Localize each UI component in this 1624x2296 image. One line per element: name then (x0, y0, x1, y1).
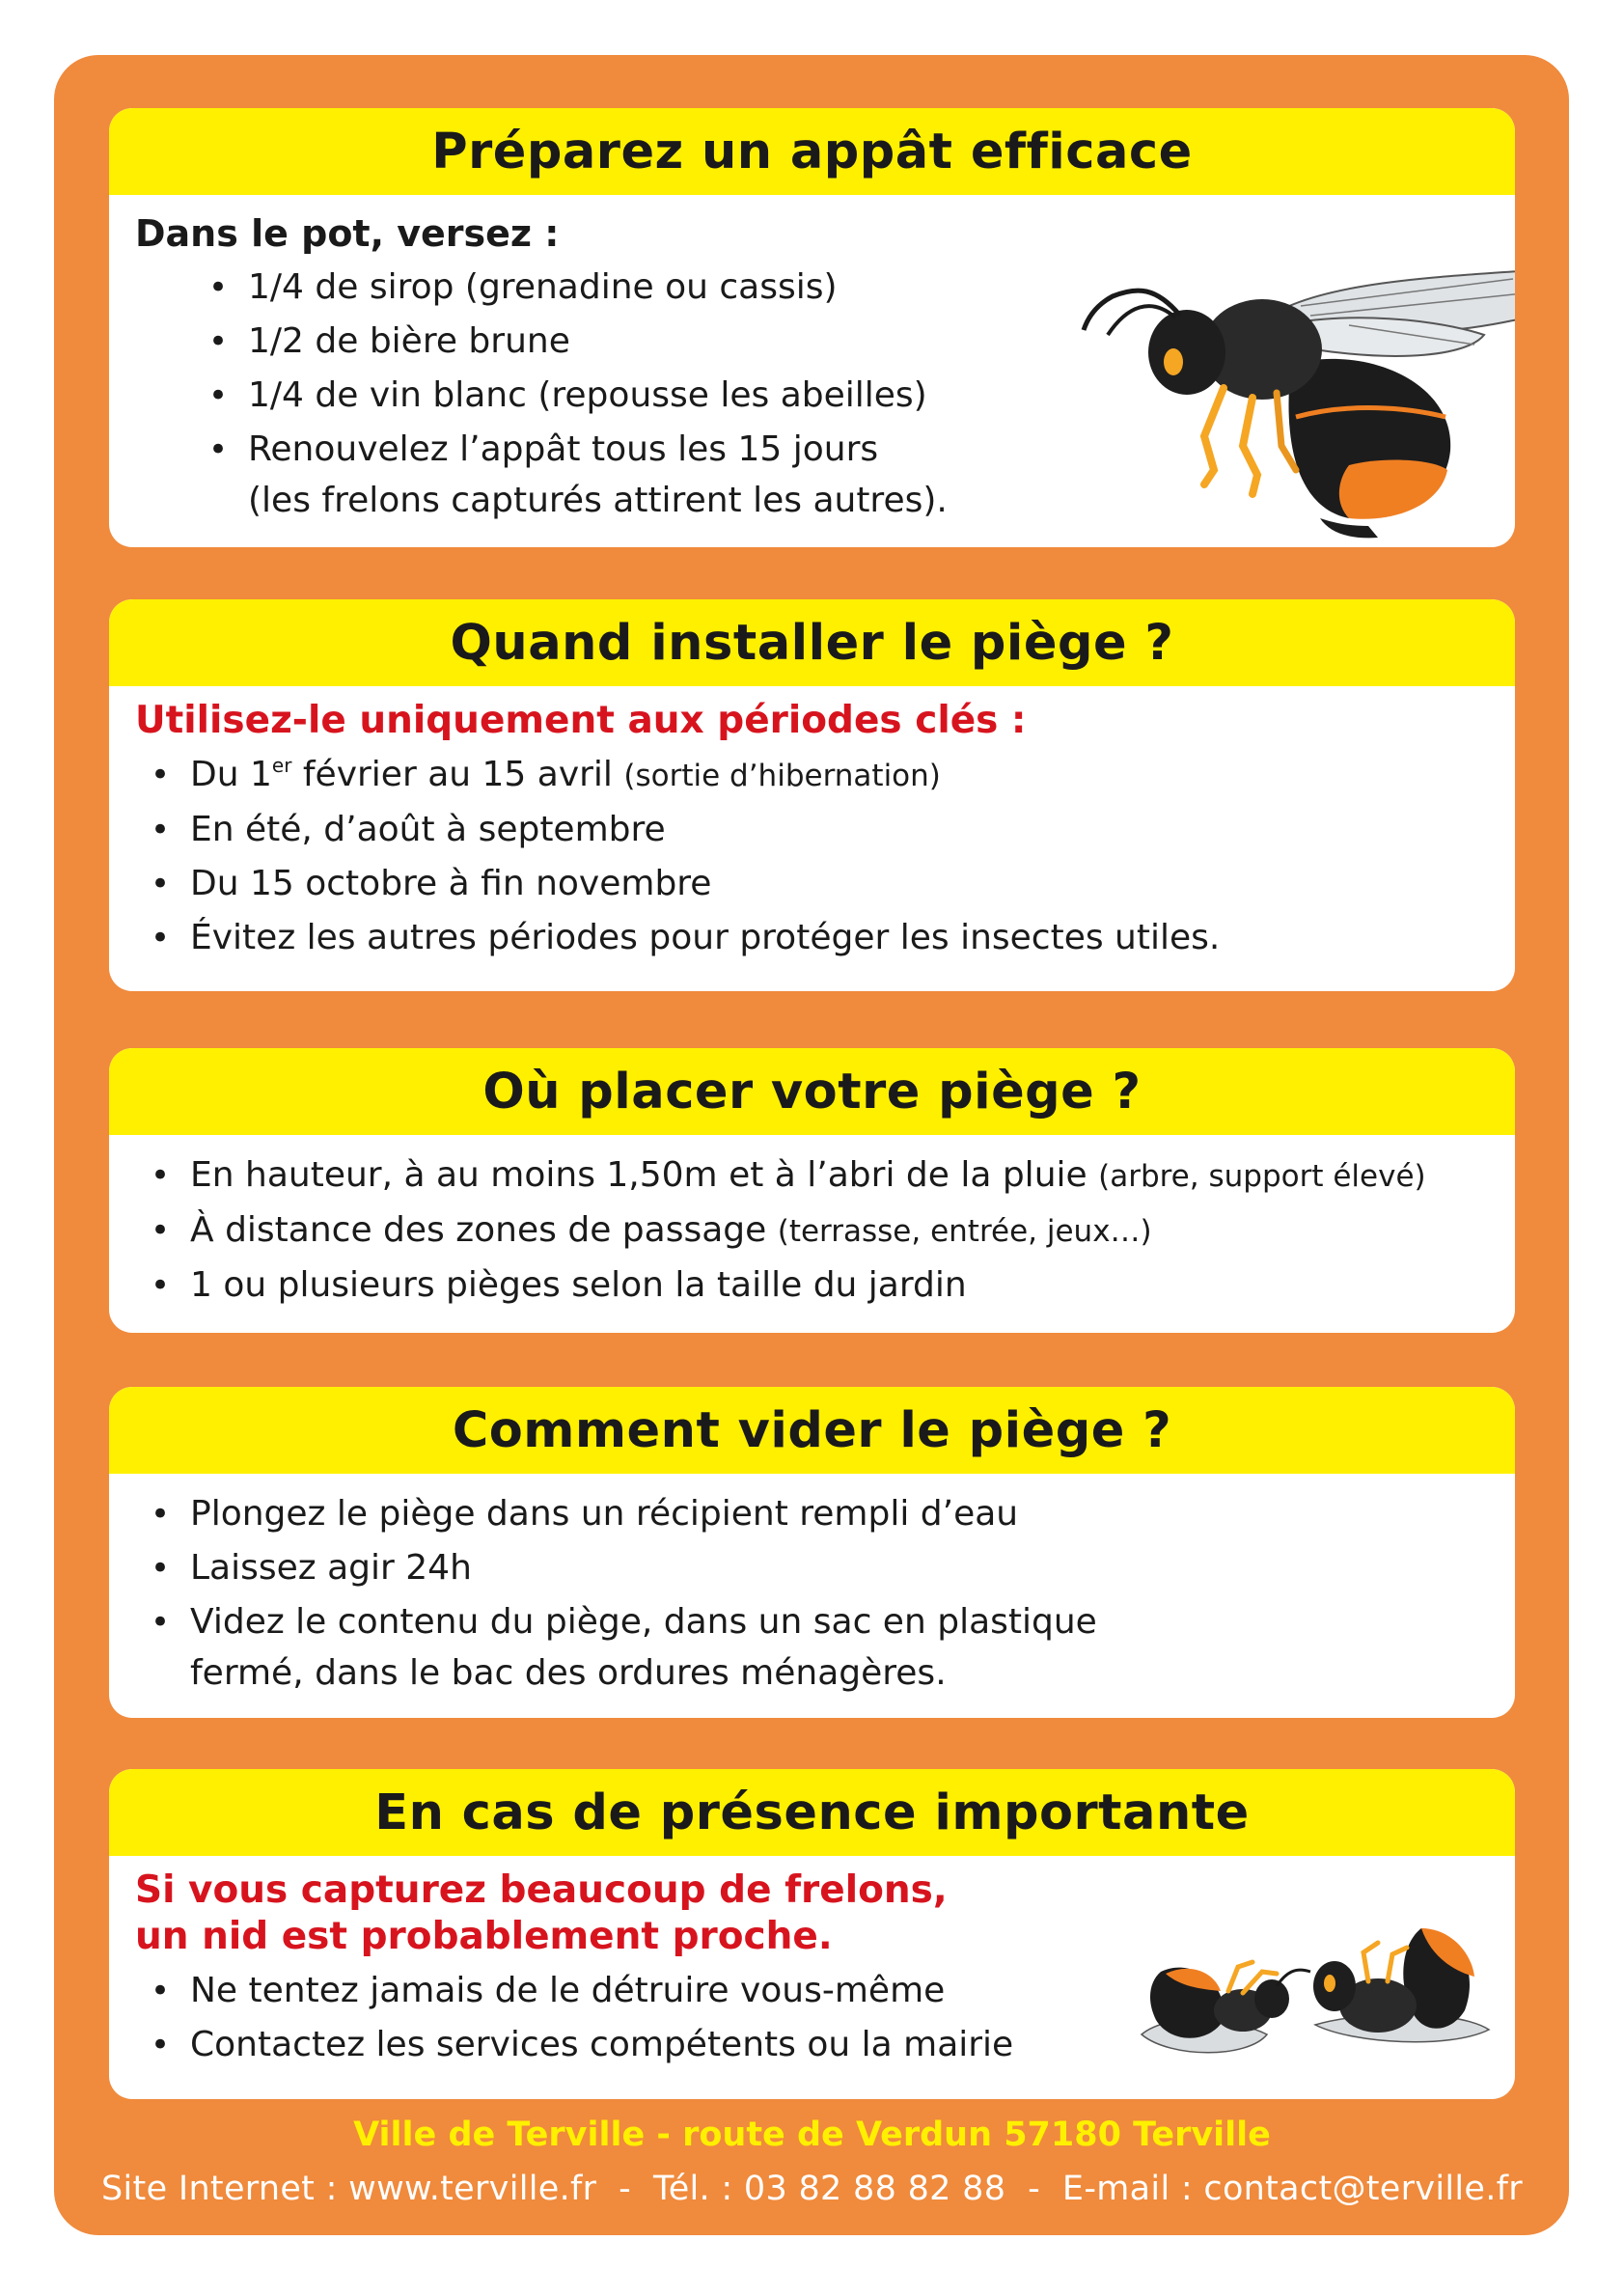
list-item: • 1 ou plusieurs pièges selon la taille du jardin (135, 1259, 1515, 1313)
list-item: • Plongez le piège dans un récipient rempli d’eau (135, 1487, 1515, 1541)
list-item: • Laissez agir 24h (135, 1541, 1515, 1595)
section-title: Préparez un appât efficace (109, 108, 1515, 195)
bait-section (109, 108, 1515, 547)
empty-section (109, 1387, 1515, 1718)
section-title: En cas de présence importante (109, 1769, 1515, 1856)
list-item: • 1/4 de vin blanc (repousse les abeilles) (193, 369, 1515, 423)
section-lead: Utilisez-le uniquement aux périodes clés : (135, 699, 1027, 742)
list-item: • Du 15 octobre à fin novembre (135, 857, 1515, 911)
list-item: • Évitez les autres périodes pour protéger les insectes utiles. (135, 911, 1515, 965)
list-item: • Renouvelez l’appât tous les 15 jours (193, 423, 1515, 477)
section-lead: Si vous capturez beaucoup de frelons, (135, 1868, 948, 1912)
list-item-continuation: fermé, dans le bac des ordures ménagères. (190, 1653, 947, 1693)
list-item: • Contactez les services compétents ou la mairie (135, 2018, 1515, 2072)
hornet-illustration (1060, 219, 1515, 547)
footer-address: Ville de Terville - route de Verdun 57180 Terville (353, 2116, 1271, 2154)
list-item: • Ne tentez jamais de le détruire vous-même (135, 1964, 1515, 2018)
when-section (109, 599, 1515, 991)
where-section (109, 1048, 1515, 1333)
section-lead: Dans le pot, versez : (135, 212, 560, 255)
list-item: • En été, d’août à septembre (135, 803, 1515, 857)
section-title: Où placer votre piège ? (109, 1048, 1515, 1135)
presence-section (109, 1769, 1515, 2099)
section-lead: un nid est probablement proche. (135, 1915, 833, 1958)
footer-contact: Site Internet : www.terville.fr - Tél. : 03 82 88 82 88 - E-mail : contact@terville.fr (101, 2170, 1523, 2208)
list-item: • 1/2 de bière brune (193, 315, 1515, 369)
list-item: • Videz le contenu du piège, dans un sac en plastique (135, 1595, 1515, 1649)
dead-hornets-illustration (1132, 1914, 1499, 2097)
list-item: • 1/4 de sirop (grenadine ou cassis) (193, 261, 1515, 315)
list-item: • Du 1er février au 15 avril (sortie d’hibernation) (135, 748, 1515, 803)
section-title: Quand installer le piège ? (109, 599, 1515, 686)
section-title: Comment vider le piège ? (109, 1387, 1515, 1474)
list-item: • En hauteur, à au moins 1,50m et à l’abri de la pluie (arbre, support élevé) (135, 1148, 1515, 1203)
list-item: • À distance des zones de passage (terrasse, entrée, jeux…) (135, 1203, 1515, 1259)
list-item-continuation: (les frelons capturés attirent les autres). (248, 481, 948, 520)
